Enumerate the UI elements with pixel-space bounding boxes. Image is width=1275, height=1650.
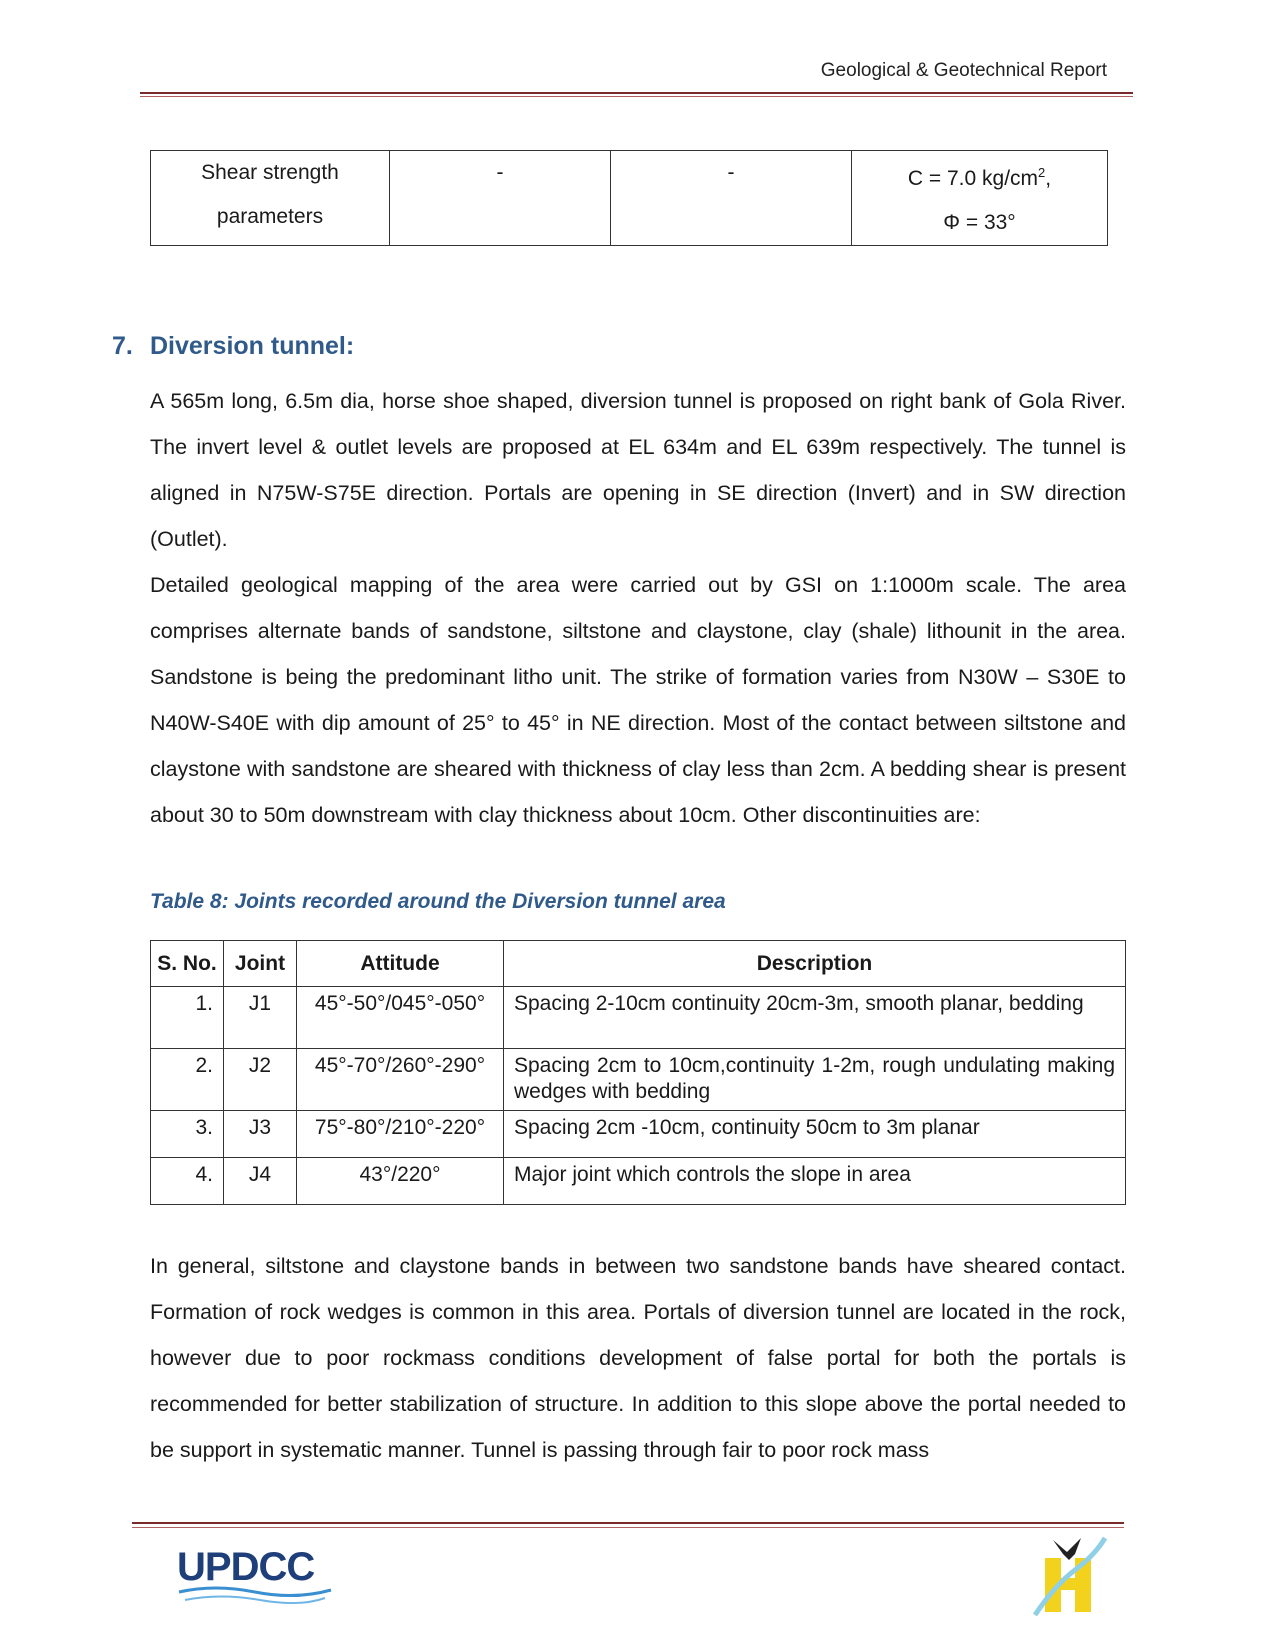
table-cell: Major joint which controls the slope in area — [504, 1158, 1126, 1205]
table-cell: 4. — [151, 1158, 224, 1205]
table-row — [151, 1049, 1126, 1111]
table-cell: - — [611, 151, 852, 246]
paragraph: A 565m long, 6.5m dia, horse shoe shaped, diversion tunnel is proposed on right bank of Gola River. The invert level & outlet levels are proposed at EL 634m and EL 639m respectively. The tunnel is aligned in N75W-S75E direction. Portals are opening in SE direction (Invert) and in SW direction (Outlet). — [150, 389, 1126, 551]
table-cell: 2. — [151, 1049, 224, 1111]
column-header: Joint — [224, 941, 297, 987]
joints-table — [150, 940, 1126, 1205]
table-cell: 3. — [151, 1111, 224, 1158]
table-row — [151, 1158, 1126, 1205]
column-header: S. No. — [151, 941, 224, 987]
column-header: Description — [504, 941, 1126, 987]
table-cell: J1 — [224, 987, 297, 1049]
table-cell: J2 — [224, 1049, 297, 1111]
logo-text: UPDCC — [177, 1545, 315, 1589]
footer-rule — [132, 1522, 1124, 1524]
footer-rule-thin — [132, 1527, 1124, 1528]
table-cell: Shear strength parameters — [151, 151, 390, 246]
column-header: Attitude — [297, 941, 504, 987]
table-row — [151, 151, 1108, 246]
table-cell: J4 — [224, 1158, 297, 1205]
table-row — [151, 1111, 1126, 1158]
bird-emblem-logo — [1025, 1530, 1115, 1620]
shear-strength-table — [150, 150, 1108, 246]
table-header-row — [151, 941, 1126, 987]
updcc-logo — [175, 1540, 335, 1610]
table-cell: 45°-50°/045°-050° — [297, 987, 504, 1049]
table-cell: 43°/220° — [297, 1158, 504, 1205]
table-cell: J3 — [224, 1111, 297, 1158]
section-heading — [112, 332, 354, 361]
table-cell: Spacing 2cm to 10cm,continuity 1-2m, rough undulating making wedges with bedding — [504, 1049, 1126, 1111]
section-number: 7. — [112, 332, 133, 360]
table-cell: 75°-80°/210°-220° — [297, 1111, 504, 1158]
header-rule — [140, 92, 1133, 94]
section-title: Diversion tunnel: — [150, 332, 355, 360]
table-caption: Table 8: Joints recorded around the Diversion tunnel area — [150, 890, 726, 913]
header-rule-thin — [140, 96, 1133, 97]
table-cell: 1. — [151, 987, 224, 1049]
header-title: Geological & Geotechnical Report — [820, 60, 1107, 81]
table-cell: 45°-70°/260°-290° — [297, 1049, 504, 1111]
table-cell: Spacing 2-10cm continuity 20cm-3m, smooth planar, bedding — [504, 987, 1126, 1049]
table-cell: Spacing 2cm -10cm, continuity 50cm to 3m planar — [504, 1111, 1126, 1158]
paragraph: Detailed geological mapping of the area were carried out by GSI on 1:1000m scale. The area comprises alternate bands of sandstone, siltstone and claystone, clay (shale) lithounit in the area. Sandstone is being the predominant litho unit. The strike of formation varies from N30W – S30E to N40W-S40E with dip amount of 25° to 45° in NE direction. Most of the contact between siltstone and claystone with sandstone are sheared with thickness of clay less than 2cm. A bedding shear is present about 30 to 50m downstream with clay thickness about 10cm. Other discontinuities are: — [150, 573, 1126, 827]
paragraph: In general, siltstone and claystone bands in between two sandstone bands have sheared contact. Formation of rock wedges is common in this area. Portals of diversion tunnel are located in the rock, however due to poor rockmass conditions development of false portal for both the portals is recommended for better stabilization of structure. In addition to this slope above the portal needed to be support in systematic manner. Tunnel is passing through fair to poor rock mass — [150, 1254, 1126, 1462]
table-row — [151, 987, 1126, 1049]
table-cell: C = 7.0 $kg/cm^2$, Φ = 33° — [852, 151, 1108, 246]
table-cell: - — [390, 151, 611, 246]
